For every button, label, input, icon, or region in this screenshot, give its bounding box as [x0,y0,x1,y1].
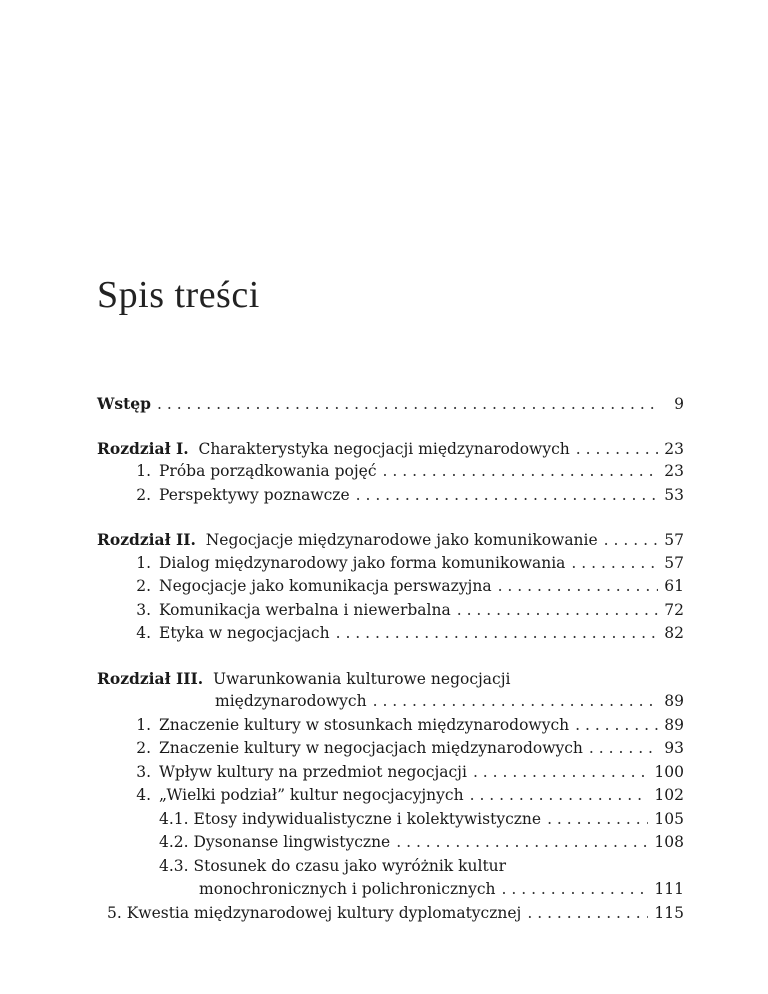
chapter-title-continued: międzynarodowych [215,692,367,710]
dot-leader [473,761,648,785]
toc-section[interactable] [97,902,684,926]
toc-chapter-3-continued[interactable] [97,690,684,714]
subsection-title-continued: monochronicznych i polichronicznych [199,880,496,898]
dot-leader [470,784,649,808]
dot-leader [157,393,658,417]
toc-section[interactable] [97,552,684,576]
dot-leader [576,438,658,462]
toc-chapter-2[interactable] [97,528,684,552]
page-title: Spis treści [97,274,260,316]
dot-leader [527,902,648,926]
dot-leader [396,831,648,855]
dot-leader [373,690,658,714]
dot-leader [457,599,658,623]
toc-page-number: 72 [664,600,684,619]
chapter-label: Rozdział III. [97,668,204,688]
subsection-title: 4.2. Dysonanse lingwistyczne [159,833,391,851]
toc-section[interactable] [97,714,684,738]
section-title: Wpływ kultury na przedmiot negocjacji [159,762,467,781]
toc-page-number: 115 [654,903,684,922]
section-number: 4. [136,624,151,642]
section-number: 2. [136,739,151,757]
section-number: 4. [136,786,151,804]
toc-page-number: 23 [664,462,684,480]
toc-page-number: 57 [664,553,684,572]
toc-chapter-1[interactable] [97,437,684,461]
toc-page-number: 100 [654,762,684,781]
toc-section[interactable] [97,599,684,623]
section-title: „Wielki podział” kultur negocjacyjnych [159,786,464,804]
chapter-title: Uwarunkowania kulturowe negocjacji [212,669,511,688]
subsection-title: 4.3. Stosunek do czasu jako wyróżnik kultur [159,856,507,875]
toc-entry-intro[interactable] [97,392,684,416]
toc-section[interactable] [97,622,684,646]
dot-leader [356,484,658,508]
toc-section[interactable] [97,460,684,484]
dot-leader [498,575,658,599]
section-title: Komunikacja werbalna i niewerbalna [159,600,451,619]
toc-section[interactable] [97,484,684,508]
toc-page-number: 23 [664,439,684,458]
dot-leader [547,808,648,832]
section-title: Etyka w negocjacjach [159,624,330,642]
dot-leader [383,460,658,484]
dot-leader [575,714,658,738]
section-title: Negocjacje jako komunikacja perswazyjna [159,577,492,595]
toc-section[interactable] [97,575,684,599]
section-number: 1. [136,462,151,480]
section-number: 1. [136,553,151,572]
section-title: Znaczenie kultury w stosunkach międzynarodowych [159,715,570,734]
section-title: Znaczenie kultury w negocjacjach międzynarodowych [159,739,583,757]
toc-page-number: 102 [654,786,684,804]
toc-page-number: 57 [664,531,684,549]
toc-page-number: 89 [664,692,684,710]
chapter-title: Negocjacje międzynarodowe jako komunikowanie [205,531,598,549]
toc-page-number: 93 [664,739,684,757]
toc-entry-label: Wstęp [97,394,151,413]
dot-leader [571,552,658,576]
section-number: 3. [136,600,151,619]
dot-leader [336,622,658,646]
section-title: Próba porządkowania pojęć [159,462,377,480]
toc-subsection[interactable] [97,831,684,855]
toc-subsection[interactable] [97,808,684,832]
toc-page-number: 82 [664,624,684,642]
toc-section[interactable] [97,784,684,808]
toc-page-number: 111 [654,880,684,898]
table-of-contents [97,392,684,925]
chapter-title: Charakterystyka negocjacji międzynarodowych [198,439,570,458]
section-number: 2. [136,485,151,504]
dot-leader [589,737,658,761]
section-title: Dialog międzynarodowy jako forma komunikowania [159,553,566,572]
toc-subsection[interactable] [97,855,684,879]
dot-leader [604,529,658,553]
section-title: 5. Kwestia międzynarodowej kultury dyplomatycznej [107,903,522,922]
section-number: 3. [136,762,151,781]
toc-page-number: 9 [674,395,684,413]
section-number: 1. [136,715,151,734]
toc-section[interactable] [97,761,684,785]
toc-page-number: 105 [654,809,684,828]
toc-page-number: 61 [664,577,684,595]
toc-page-number: 53 [664,485,684,504]
chapter-label: Rozdział II. [97,530,196,549]
toc-section[interactable] [97,737,684,761]
toc-page-number: 89 [664,715,684,734]
dot-leader [502,878,649,902]
toc-page-number: 108 [654,833,684,851]
subsection-title: 4.1. Etosy indywidualistyczne i kolektywistyczne [159,809,542,828]
section-number: 2. [136,577,151,595]
toc-subsection-continued[interactable] [97,878,684,902]
chapter-label: Rozdział I. [97,438,189,458]
section-title: Perspektywy poznawcze [159,485,350,504]
toc-chapter-3[interactable] [97,667,684,691]
